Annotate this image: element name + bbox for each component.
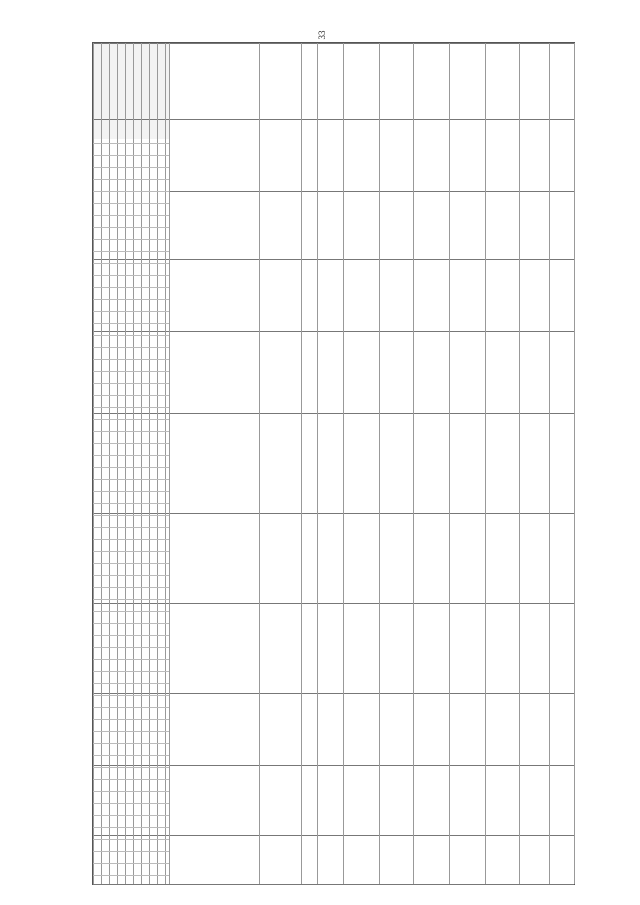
table-cell-rule xyxy=(93,335,169,336)
table-cell-rule xyxy=(93,179,169,180)
table-cell-rule xyxy=(93,551,169,552)
table-cell-rule xyxy=(93,659,169,660)
table-cell-rule xyxy=(93,455,169,456)
page-number: 33 xyxy=(317,30,327,40)
table-column-rule xyxy=(125,43,126,884)
table-cell-rule xyxy=(93,755,169,756)
table-cell-rule xyxy=(93,287,169,288)
table-cell-rule xyxy=(93,587,169,588)
table-cell-rule xyxy=(93,839,169,840)
table-cell-rule xyxy=(93,311,169,312)
table-cell-rule xyxy=(93,203,169,204)
table-column-rule xyxy=(413,43,414,884)
table-cell-rule xyxy=(93,227,169,228)
table-cell-rule xyxy=(93,527,169,528)
rotated-budget-table xyxy=(92,42,575,885)
table-column-rule xyxy=(117,43,118,884)
table-cell-rule xyxy=(93,599,169,600)
table-cell-rule xyxy=(93,215,169,216)
table-cell-rule xyxy=(93,719,169,720)
table-cell-rule xyxy=(93,611,169,612)
table-cell-rule xyxy=(93,143,169,144)
table-cell-rule xyxy=(93,467,169,468)
table-cell-rule xyxy=(93,827,169,828)
table-cell-rule xyxy=(93,383,169,384)
table-column-rule xyxy=(141,43,142,884)
table-cell-rule xyxy=(93,671,169,672)
table-cell-rule xyxy=(93,803,169,804)
table-cell-rule xyxy=(93,407,169,408)
table-cell-rule xyxy=(93,623,169,624)
table-column-rule xyxy=(343,43,344,884)
table-column-rule xyxy=(379,43,380,884)
table-cell-rule xyxy=(93,275,169,276)
table-cell-rule xyxy=(93,419,169,420)
table-cell-rule xyxy=(93,191,169,192)
table-column-rule xyxy=(574,43,575,884)
table-cell-rule xyxy=(93,815,169,816)
table-cell-rule xyxy=(93,875,169,876)
table-cell-rule xyxy=(93,323,169,324)
table-cell-rule xyxy=(93,707,169,708)
table-cell-rule xyxy=(93,167,169,168)
table-cell-rule xyxy=(93,683,169,684)
table-cell-rule xyxy=(93,251,169,252)
table-column-rule xyxy=(93,43,94,884)
table-column-rule xyxy=(317,43,318,884)
table-column-rule xyxy=(449,43,450,884)
table-cell-rule xyxy=(93,563,169,564)
table-cell-rule xyxy=(93,863,169,864)
table-cell-rule xyxy=(93,239,169,240)
table-column-rule xyxy=(549,43,550,884)
table-cell-rule xyxy=(93,539,169,540)
table-column-rule xyxy=(109,43,110,884)
table-column-rule xyxy=(149,43,150,884)
table-cell-rule xyxy=(93,515,169,516)
table-cell-rule xyxy=(93,491,169,492)
table-cell-rule xyxy=(93,779,169,780)
table-cell-rule xyxy=(93,731,169,732)
table-cell-rule xyxy=(93,503,169,504)
table-cell-rule xyxy=(93,371,169,372)
table-cell-rule xyxy=(93,263,169,264)
table-column-rule xyxy=(169,43,170,884)
table-cell-rule xyxy=(93,359,169,360)
table-cell-rule xyxy=(93,695,169,696)
table-column-rule xyxy=(157,43,158,884)
table-cell-rule xyxy=(93,791,169,792)
table-column-rule xyxy=(485,43,486,884)
table-column-rule xyxy=(259,43,260,884)
table-cell-rule xyxy=(93,743,169,744)
table-cell-rule xyxy=(93,431,169,432)
table-row-rule xyxy=(93,884,574,885)
table-column-rule xyxy=(519,43,520,884)
table-cell-rule xyxy=(93,443,169,444)
table-cell-rule xyxy=(93,347,169,348)
table-column-rule xyxy=(301,43,302,884)
table-cell-rule xyxy=(93,851,169,852)
table-column-rule xyxy=(101,43,102,884)
table-cell-rule xyxy=(93,635,169,636)
table-cell-rule xyxy=(93,299,169,300)
table-column-rule xyxy=(165,43,166,884)
table-cell-rule xyxy=(93,767,169,768)
table-column-rule xyxy=(133,43,134,884)
table-cell-rule xyxy=(93,155,169,156)
table-cell-rule xyxy=(93,479,169,480)
table-cell-rule xyxy=(93,647,169,648)
table-cell-rule xyxy=(93,575,169,576)
table-cell-rule xyxy=(93,395,169,396)
